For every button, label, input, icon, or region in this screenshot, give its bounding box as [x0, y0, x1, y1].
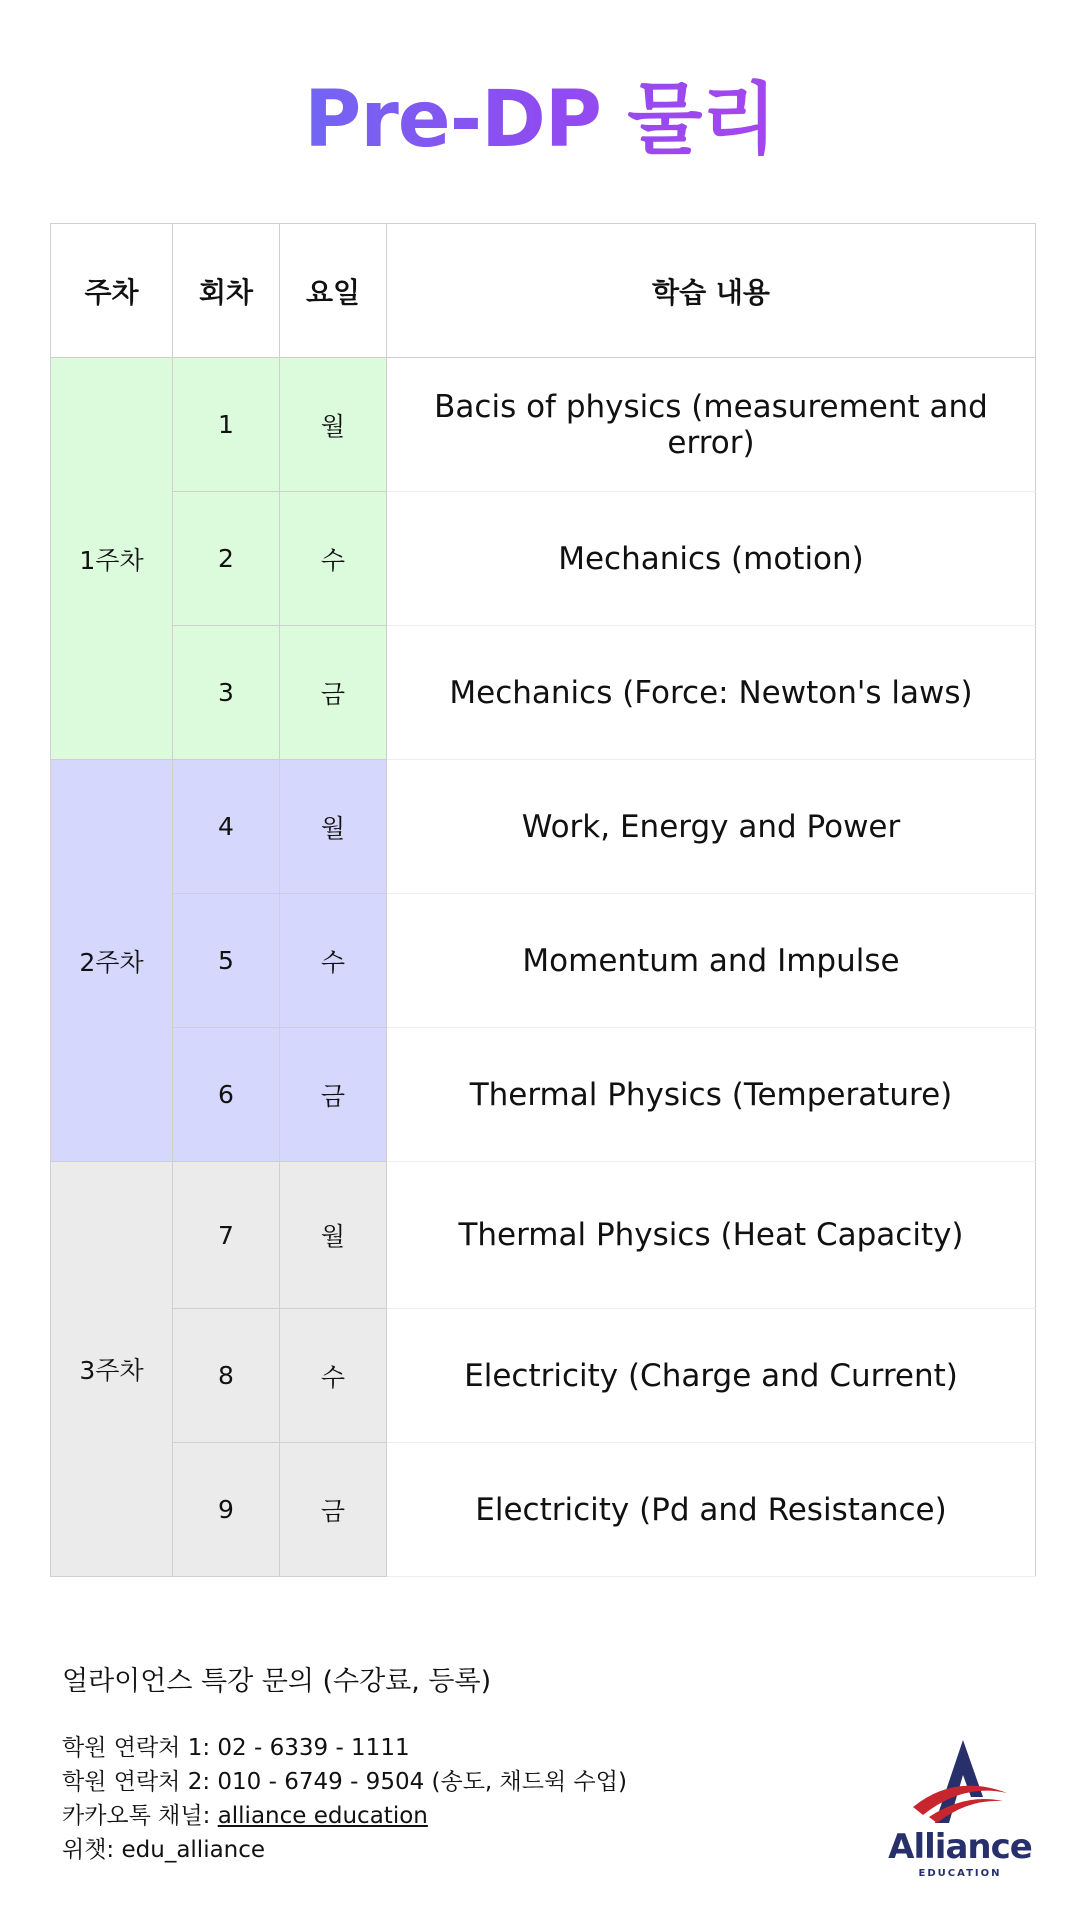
session-number: 3: [173, 626, 280, 760]
session-number: 4: [173, 760, 280, 894]
contact-kakao: [62, 1799, 627, 1833]
session-number: 5: [173, 894, 280, 1028]
page-title: Pre-DP 물리: [0, 70, 1080, 170]
table-row: [51, 1309, 1036, 1443]
table-row: [51, 760, 1036, 894]
session-content: Electricity (Charge and Current): [387, 1309, 1036, 1443]
session-day: 수: [280, 1309, 387, 1443]
session-content: Mechanics (motion): [387, 492, 1036, 626]
session-day: 월: [280, 358, 387, 492]
kakao-label: 카카오톡 채널:: [62, 1803, 218, 1829]
table-row: [51, 492, 1036, 626]
contact-heading: 얼라이언스 특강 문의 (수강료, 등록): [62, 1666, 492, 1697]
table-row: [51, 1443, 1036, 1577]
session-day: 금: [280, 626, 387, 760]
week-label: 2주차: [51, 760, 173, 1162]
session-day: 금: [280, 1028, 387, 1162]
session-day: 월: [280, 1162, 387, 1309]
table-row: [51, 1162, 1036, 1309]
session-day: 수: [280, 894, 387, 1028]
table-row: [51, 358, 1036, 492]
logo-subtitle: EDUCATION: [918, 1868, 1002, 1879]
week-label: 3주차: [51, 1162, 173, 1577]
session-number: 9: [173, 1443, 280, 1577]
session-content: Work, Energy and Power: [387, 760, 1036, 894]
session-content: Momentum and Impulse: [387, 894, 1036, 1028]
session-number: 7: [173, 1162, 280, 1309]
session-number: 6: [173, 1028, 280, 1162]
contact-wechat: 위챗: edu_alliance: [62, 1837, 266, 1863]
alliance-logo: [885, 1735, 1035, 1885]
header-session: 회차: [173, 224, 280, 358]
session-number: 8: [173, 1309, 280, 1443]
header-week: 주차: [51, 224, 173, 358]
session-content: Thermal Physics (Heat Capacity): [387, 1162, 1036, 1309]
session-number: 1: [173, 358, 280, 492]
table-row: [51, 1028, 1036, 1162]
contact-phone-2: 학원 연락처 2: 010 - 6749 - 9504 (송도, 채드윅 수업): [62, 1769, 627, 1795]
session-day: 금: [280, 1443, 387, 1577]
session-day: 월: [280, 760, 387, 894]
table-row: [51, 894, 1036, 1028]
session-content: Thermal Physics (Temperature): [387, 1028, 1036, 1162]
week-label: 1주차: [51, 358, 173, 760]
session-number: 2: [173, 492, 280, 626]
session-content: Bacis of physics (measurement and error): [387, 358, 1036, 492]
header-day: 요일: [280, 224, 387, 358]
session-day: 수: [280, 492, 387, 626]
session-content: Mechanics (Force: Newton's laws): [387, 626, 1036, 760]
table-row: [51, 626, 1036, 760]
table-header-row: [51, 224, 1036, 358]
session-content: Electricity (Pd and Resistance): [387, 1443, 1036, 1577]
header-content: 학습 내용: [387, 224, 1036, 358]
kakao-link[interactable]: alliance education: [217, 1803, 428, 1829]
logo-a-mark-icon: [885, 1735, 1035, 1830]
contact-phone-1: 학원 연락처 1: 02 - 6339 - 1111: [62, 1735, 410, 1761]
contact-info: [62, 1663, 627, 1867]
schedule-table: [50, 223, 1036, 1577]
logo-wordmark: Alliance: [888, 1827, 1032, 1867]
